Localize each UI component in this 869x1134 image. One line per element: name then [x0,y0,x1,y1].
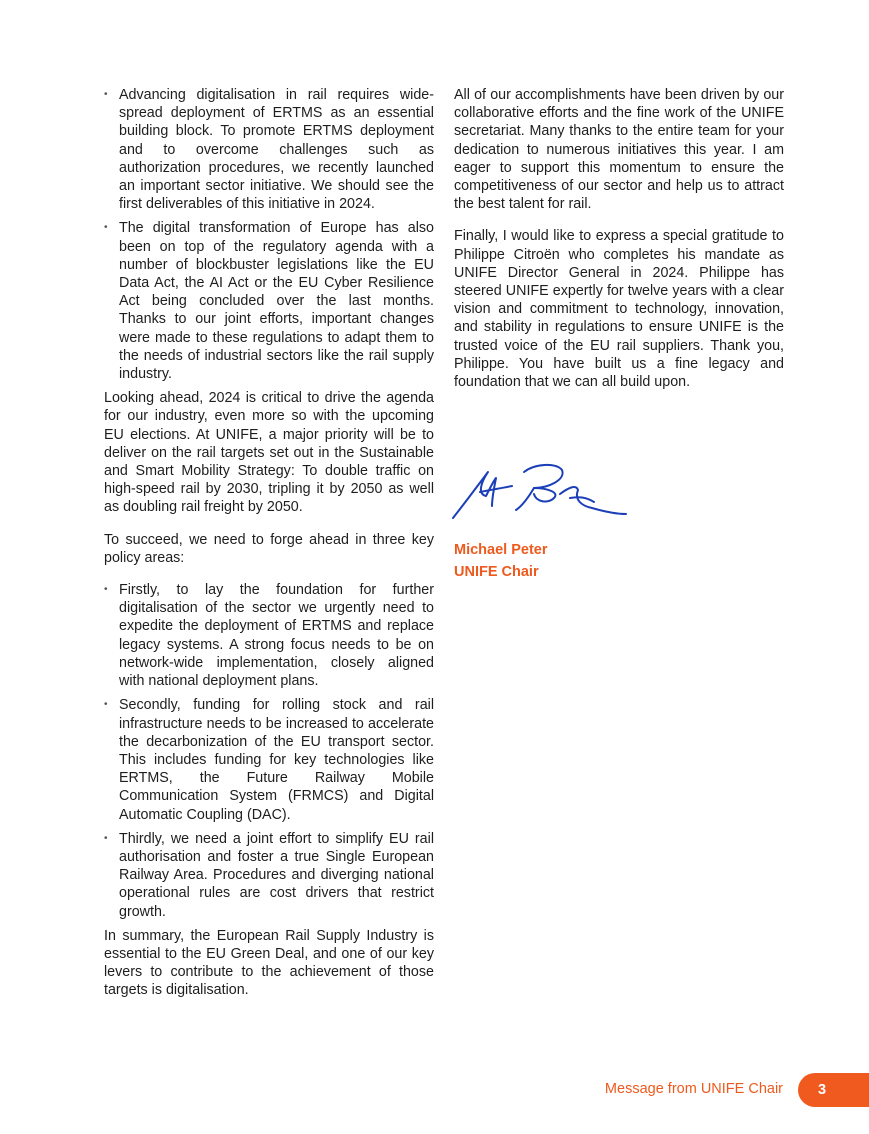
list-item: • Secondly, funding for rolling stock and rail infrastructure needs to be increased to accelerate the decarbonization of the EU transport sector. This includes funding for key technologies like ERTMS, the Future Railway Mobile Communication System (FRMCS) and Digital Automatic Coupling (DAC). [104,696,434,823]
list-item: • The digital transformation of Europe has also been on top of the regulatory agenda with a number of blockbuster legislations like the EU Data Act, the AI Act or the EU Cyber Resilience Act being concluded over the last months. Thanks to our joint efforts, important changes were made to these regulations to adapt them to the needs of industrial sectors like the rail supply industry. [104,219,434,383]
handwritten-signature [450,458,630,524]
list-item: • Thirdly, we need a joint effort to simplify EU rail authorisation and foster a true Single European Railway Area. Procedures and diverging national operational rules are cost drivers that restrict growth. [104,830,434,921]
gratitude-paragraph: Finally, I would like to express a special gratitude to Philippe Citroën who completes his mandate as UNIFE Director General in 2024. Philippe has steered UNIFE expertly for twelve years with a clear vision and commitment to technology, innovation, and stability in regulations to ensure UNIFE is the trusted voice of the EU rail suppliers. Thank you, Philippe. You have built us a fine legacy and foundation that we can all build upon. [454,228,784,391]
policy-areas-bullet-list [104,581,434,921]
summary-paragraph: In summary, the European Rail Supply Industry is essential to the EU Green Deal, and one of our key levers to contribute to the achievement of those targets is digitalisation. [104,927,434,999]
looking-ahead-paragraph: Looking ahead, 2024 is critical to drive the agenda for our industry, even more so with the upcoming EU elections. At UNIFE, a major priority will be to deliver on the rail targets set out in the Sustainable and Smart Mobility Strategy: To double traffic on high-speed rail by 2030, tripling it by 2050 as well as doubling rail freight by 2050. [104,390,434,516]
policy-areas-intro: To succeed, we need to forge ahead in three key policy areas: [104,531,434,566]
digitalisation-bullet-list [104,86,434,383]
footer-section-label: Message from UNIFE Chair [604,1081,783,1097]
page-number: 3 [818,1082,827,1098]
signatory-role: UNIFE Chair [454,564,539,580]
list-item: • Firstly, to lay the foundation for further digitalisation of the sector we urgently need to expedite the deployment of ERTMS and replace legacy systems. A strong focus needs to be on network-wide implementation, closely aligned with national deployment plans. [104,581,434,690]
page-number-tab [798,1073,869,1107]
signatory-name: Michael Peter [454,542,548,558]
right-column [454,86,784,391]
accomplishments-paragraph: All of our accomplishments have been driven by our collaborative efforts and the fine work of the UNIFE secretariat. Many thanks to the entire team for your dedication to numerous initiatives this year. I am eager to support this momentum to ensure the competitiveness of our sector and help us to attract the best talent for rail. [454,87,784,213]
left-column [104,86,434,1000]
list-item: • Advancing digitalisation in rail requires wide-spread deployment of ERTMS as an essential building block. To promote ERTMS deployment and to overcome challenges such as authorization procedures, we recently launched an important sector initiative. We should see the first deliverables of this initiative in 2024. [104,86,434,213]
